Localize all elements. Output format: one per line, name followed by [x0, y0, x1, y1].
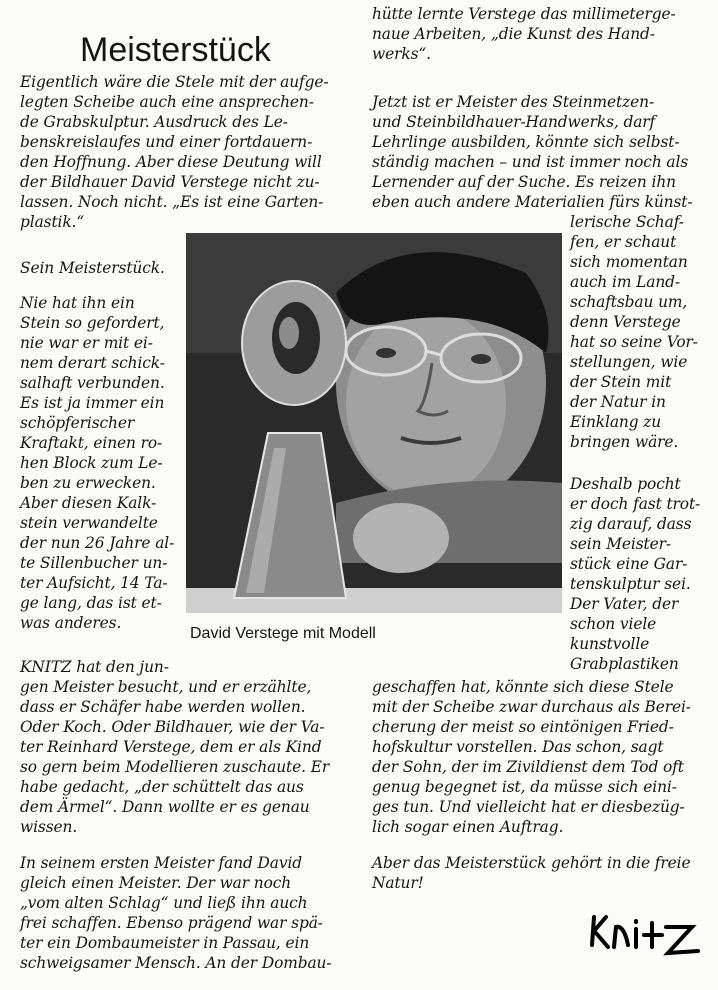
article-title: Meisterstück — [80, 30, 271, 69]
col-left-bottom2-line: „vom alten Schlag“ und ließ ihn auch — [20, 894, 308, 912]
col-right-bottom-line: ges tun. Und vielleicht hat er diesbezüg- — [372, 798, 685, 816]
col-right-narrow-line: stellungen, wie — [570, 353, 688, 371]
article-photo — [186, 233, 562, 613]
col-right-narrow2-line: Der Vater, der — [570, 595, 679, 613]
col-left-narrow-line: salhaft verbunden. — [20, 374, 165, 392]
col-right-narrow2-line: stück eine Gar- — [570, 555, 688, 573]
col-right-narrow-line: auch im Land- — [570, 273, 680, 291]
col-left-bottom1-line: dass er Schäfer habe werden wollen. — [20, 698, 306, 716]
col-left-bottom1-line: habe gedacht, „der schüttelt das aus — [20, 778, 304, 796]
col-left-bottom2-line: In seinem ersten Meister fand David — [20, 854, 303, 872]
col-left-sub: Sein Meisterstück. — [20, 259, 165, 277]
col-right-narrow-line: Einklang zu — [570, 413, 662, 431]
col-left-narrow-line: Nie hat ihn ein — [20, 294, 135, 312]
col-left-narrow-line: hen Block zum Le- — [20, 454, 163, 472]
col-left-bottom1-line: gen Meister besucht, und er erzählte, — [20, 678, 312, 696]
col-right-narrow2-line: Grabplastiken — [570, 655, 679, 673]
col-left-narrow-line: Es ist ja immer ein — [20, 394, 165, 412]
col-left-top-line: Eigentlich wäre die Stele mit der aufge- — [20, 73, 329, 91]
col-right-bottom-line: der Sohn, der im Zivildienst dem Tod oft — [372, 758, 684, 776]
col-right-p2-line: Lehrlinge ausbilden, könnte sich selbst- — [372, 133, 680, 151]
col-left-bottom1-line: ter Reinhard Verstege, dem er als Kind — [20, 738, 322, 756]
col-left-bottom2-line: schweigsamer Mensch. An der Dombau- — [20, 954, 332, 972]
col-left-top-line: lassen. Noch nicht. „Es ist eine Garten- — [20, 193, 324, 211]
col-right-top-line: hütte lernte Verstege das millimetergе- — [372, 5, 676, 23]
col-right-p2-line: ständig machen – und ist immer noch als — [372, 153, 689, 171]
col-left-narrow-line: stein verwandelte — [20, 514, 158, 532]
col-left-narrow-line: ter Aufsicht, 14 Ta- — [20, 574, 168, 592]
col-left-top-line: der Bildhauer David Verstege nicht zu- — [20, 173, 320, 191]
col-right-narrow-line: sich momentan — [570, 253, 688, 271]
col-right-bottom-line: mit der Scheibe zwar durchaus als Berei- — [372, 698, 691, 716]
col-left-narrow-line: nie war er mit ei- — [20, 334, 153, 352]
col-left-bottom2-line: gleich einen Meister. Der war noch — [20, 874, 292, 892]
col-right-narrow2-line: schon viele — [570, 615, 657, 633]
col-right-narrow2-line: tenskulptur sei. — [570, 575, 691, 593]
col-left-top-line: benskreislaufes und einer fortdauern- — [20, 133, 313, 151]
col-right-bottom-line: hofskultur vorstellen. Das schon, sagt — [372, 738, 664, 756]
col-left-bottom1-line: Oder Koch. Oder Bildhauer, wie der Va- — [20, 718, 325, 736]
col-left-narrow-line: Aber diesen Kalk- — [20, 494, 157, 512]
col-left-top-line: de Grabskulptur. Ausdruck des Le- — [20, 113, 288, 131]
col-right-narrow-line: hat so seine Vor- — [570, 333, 698, 351]
col-left-bottom1-line: wissen. — [20, 818, 78, 836]
col-right-bottom-line: geschaffen hat, könnte sich diese Stele — [372, 678, 674, 696]
author-signature — [588, 905, 708, 965]
col-right-p2-line: und Steinbildhauer-Handwerks, darf — [372, 113, 656, 131]
photo-caption: David Verstege mit Modell — [190, 625, 376, 642]
col-left-top-line: plastik.“ — [20, 213, 85, 231]
col-right-p2-line: Lernender auf der Suche. Es reizen ihn — [372, 173, 676, 191]
col-right-top-line: naue Arbeiten, „die Kunst des Hand- — [372, 25, 655, 43]
col-left-narrow-line: Stein so gefordert, — [20, 314, 165, 332]
col-right-narrow2-line: Deshalb pocht — [570, 475, 681, 493]
col-right-narrow-line: bringen wäre. — [570, 433, 679, 451]
col-right-bottom-line: genug begegnet ist, da müsse sich eini- — [372, 778, 677, 796]
col-left-top-line: den Hoffnung. Aber diese Deutung will — [20, 153, 322, 171]
col-left-narrow-line: der nun 26 Jahre al- — [20, 534, 175, 552]
col-left-narrow-line: nem derart schick- — [20, 354, 165, 372]
col-left-narrow-line: ben zu erwecken. — [20, 474, 156, 492]
col-right-narrow2-line: sein Meister- — [570, 535, 671, 553]
col-left-bottom1-line: KNITZ hat den jun- — [20, 658, 169, 676]
col-left-bottom1-line: dem Ärmel“. Dann wollte er es genau — [20, 798, 310, 816]
col-left-bottom2-line: ter ein Dombaumeister in Passau, ein — [20, 934, 310, 952]
col-right-narrow2-line: kunstvolle — [570, 635, 650, 653]
col-right-narrow-line: schaftsbau um, — [570, 293, 688, 311]
col-right-narrow-line: lerische Schaf- — [570, 213, 684, 231]
col-left-bottom1-line: so gern beim Modellieren zuschaute. Er — [20, 758, 330, 776]
col-right-p2-line: eben auch andere Materialien fürs künst- — [372, 193, 693, 211]
col-right-p2-line: Jetzt ist er Meister des Steinmetzen- — [372, 93, 655, 111]
col-right-bottom-line: lich sogar einen Auftrag. — [372, 818, 564, 836]
col-left-narrow-line: was anderes. — [20, 614, 122, 632]
col-right-end-line: Natur! — [372, 874, 424, 892]
col-right-bottom-line: cherung der meist so eintönigen Fried- — [372, 718, 674, 736]
col-right-narrow2-line: er doch fast trot- — [570, 495, 701, 513]
col-right-narrow-line: der Natur in — [570, 393, 666, 411]
col-right-top-line: werks“. — [372, 45, 431, 63]
col-left-narrow-line: te Sillenbucher un- — [20, 554, 168, 572]
col-right-end-line: Aber das Meisterstück gehört in die freie — [372, 854, 691, 872]
col-left-narrow-line: ge lang, das ist et- — [20, 594, 162, 612]
col-right-narrow2-line: zig darauf, dass — [570, 515, 692, 533]
col-left-bottom2-line: frei schaffen. Ebenso prägend war spä- — [20, 914, 323, 932]
photo-illustration — [186, 233, 562, 613]
col-left-narrow-line: schöpferischer — [20, 414, 135, 432]
col-right-narrow-line: denn Verstege — [570, 313, 681, 331]
col-left-narrow-line: Kraftakt, einen ro- — [20, 434, 163, 452]
col-right-narrow-line: der Stein mit — [570, 373, 672, 391]
col-left-top-line: legten Scheibe auch eine ansprechen- — [20, 93, 314, 111]
col-right-narrow-line: fen, er schaut — [570, 233, 677, 251]
